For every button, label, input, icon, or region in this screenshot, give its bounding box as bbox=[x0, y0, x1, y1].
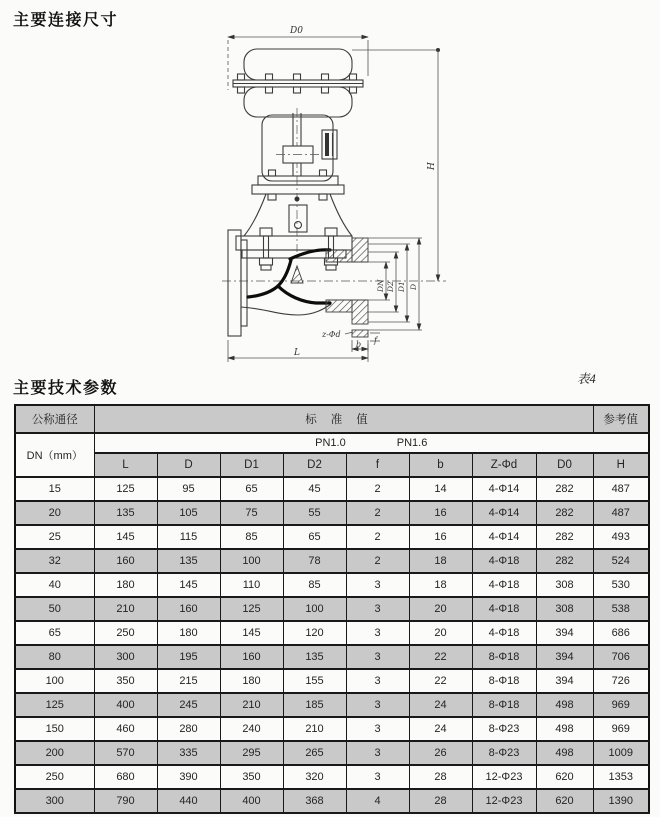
table-row bbox=[15, 549, 649, 573]
dim-label-f: f bbox=[374, 336, 377, 345]
column-header-f: f bbox=[346, 453, 409, 477]
header-nominal-diameter: 公称通径 bbox=[15, 405, 94, 433]
table-cell: 24 bbox=[409, 693, 472, 717]
header-pn-ratings bbox=[94, 433, 649, 453]
table-cell: 15 bbox=[15, 477, 94, 501]
table-cell: 135 bbox=[157, 549, 220, 573]
table-cell: 14 bbox=[409, 477, 472, 501]
table-cell: 3 bbox=[346, 621, 409, 645]
table-cell: 45 bbox=[283, 477, 346, 501]
table-cell: 969 bbox=[593, 693, 649, 717]
table-row bbox=[15, 789, 649, 813]
column-header-d2: D2 bbox=[283, 453, 346, 477]
table-row bbox=[15, 741, 649, 765]
dim-label-l: L bbox=[294, 348, 300, 358]
table-cell: 145 bbox=[94, 525, 157, 549]
table-cell: 4-Φ14 bbox=[472, 501, 536, 525]
table-cell: 726 bbox=[593, 669, 649, 693]
dim-label-b: b bbox=[356, 340, 362, 349]
table-cell: 400 bbox=[220, 789, 283, 813]
table-row bbox=[15, 501, 649, 525]
valve-body bbox=[228, 230, 331, 336]
table-cell: 282 bbox=[536, 549, 593, 573]
table-cell: 498 bbox=[536, 717, 593, 741]
actuator bbox=[233, 49, 363, 117]
dimension-l bbox=[228, 340, 368, 362]
table-row bbox=[15, 597, 649, 621]
table-row bbox=[15, 669, 649, 693]
table-cell: 350 bbox=[94, 669, 157, 693]
table-cell: 487 bbox=[593, 477, 649, 501]
dim-label-d: D bbox=[409, 283, 418, 290]
table-cell: 180 bbox=[94, 573, 157, 597]
table-row bbox=[15, 525, 649, 549]
dim-label-dn: DN bbox=[376, 279, 385, 292]
column-header-d0: D0 bbox=[536, 453, 593, 477]
table-cell: 95 bbox=[157, 477, 220, 501]
table-cell: 55 bbox=[283, 501, 346, 525]
table-body bbox=[15, 477, 649, 813]
table-cell: 24 bbox=[409, 717, 472, 741]
table-cell: 394 bbox=[536, 621, 593, 645]
table-cell: 350 bbox=[220, 765, 283, 789]
yoke bbox=[252, 108, 344, 252]
table-cell: 400 bbox=[94, 693, 157, 717]
table-cell: 394 bbox=[536, 645, 593, 669]
table-cell: 145 bbox=[157, 573, 220, 597]
table-cell: 125 bbox=[15, 693, 94, 717]
table-cell: 12-Φ23 bbox=[472, 789, 536, 813]
pn-rating-label: PN1.0 bbox=[315, 437, 346, 449]
table-cell: 487 bbox=[593, 501, 649, 525]
column-header-d1: D1 bbox=[220, 453, 283, 477]
table-cell: 20 bbox=[409, 621, 472, 645]
table-cell: 28 bbox=[409, 789, 472, 813]
pn-rating-label: PN1.6 bbox=[396, 437, 428, 449]
header-standard-values: 标准值 bbox=[94, 405, 593, 433]
table-cell: 180 bbox=[157, 621, 220, 645]
outlet-flange-section bbox=[326, 238, 368, 337]
dim-label-z-phi-d: z-Φd bbox=[322, 330, 341, 339]
dimension-bolt-holes bbox=[321, 330, 380, 352]
table-cell: 538 bbox=[593, 597, 649, 621]
table-cell: 620 bbox=[536, 765, 593, 789]
table-cell: 22 bbox=[409, 669, 472, 693]
table-cell: 65 bbox=[283, 525, 346, 549]
table-cell: 16 bbox=[409, 525, 472, 549]
table-cell: 3 bbox=[346, 693, 409, 717]
dim-label-h: H bbox=[427, 162, 437, 170]
table-cell: 4-Φ14 bbox=[472, 477, 536, 501]
table-cell: 50 bbox=[15, 597, 94, 621]
dim-label-d1: D1 bbox=[397, 281, 406, 292]
table-row bbox=[15, 645, 649, 669]
table-cell: 280 bbox=[157, 717, 220, 741]
parameters-table bbox=[14, 404, 650, 814]
table-cell: 18 bbox=[409, 549, 472, 573]
table-cell: 125 bbox=[220, 597, 283, 621]
table-cell: 32 bbox=[15, 549, 94, 573]
table-cell: 300 bbox=[94, 645, 157, 669]
table-cell: 160 bbox=[157, 597, 220, 621]
table-cell: 195 bbox=[157, 645, 220, 669]
dimension-flange bbox=[368, 238, 422, 330]
table-cell: 3 bbox=[346, 765, 409, 789]
column-header-b: b bbox=[409, 453, 472, 477]
table-cell: 680 bbox=[94, 765, 157, 789]
table-cell: 28 bbox=[409, 765, 472, 789]
table-cell: 524 bbox=[593, 549, 649, 573]
table-cell: 300 bbox=[15, 789, 94, 813]
table-cell: 12-Φ23 bbox=[472, 765, 536, 789]
table-cell: 570 bbox=[94, 741, 157, 765]
table-cell: 210 bbox=[220, 693, 283, 717]
table-cell: 110 bbox=[220, 573, 283, 597]
table-cell: 3 bbox=[346, 717, 409, 741]
table-cell: 460 bbox=[94, 717, 157, 741]
table-cell: 1390 bbox=[593, 789, 649, 813]
header-reference-value: 参考值 bbox=[593, 405, 649, 433]
table-cell: 22 bbox=[409, 645, 472, 669]
table-cell: 282 bbox=[536, 525, 593, 549]
table-cell: 4-Φ18 bbox=[472, 549, 536, 573]
column-header-z-phi-d: Z-Φd bbox=[472, 453, 536, 477]
table-cell: 3 bbox=[346, 597, 409, 621]
table-cell: 335 bbox=[157, 741, 220, 765]
table-cell: 3 bbox=[346, 741, 409, 765]
table-cell: 498 bbox=[536, 693, 593, 717]
table-cell: 620 bbox=[536, 789, 593, 813]
table-cell: 100 bbox=[220, 549, 283, 573]
table-cell: 245 bbox=[157, 693, 220, 717]
table-cell: 185 bbox=[283, 693, 346, 717]
table-cell: 2 bbox=[346, 549, 409, 573]
table-cell: 78 bbox=[283, 549, 346, 573]
table-cell: 493 bbox=[593, 525, 649, 549]
table-cell: 100 bbox=[283, 597, 346, 621]
table-cell: 265 bbox=[283, 741, 346, 765]
dim-label-d0: D0 bbox=[290, 26, 303, 36]
valve-drawing bbox=[0, 0, 660, 372]
table-cell: 120 bbox=[283, 621, 346, 645]
table-cell: 8-Φ18 bbox=[472, 669, 536, 693]
table-cell: 18 bbox=[409, 573, 472, 597]
column-header-d: D bbox=[157, 453, 220, 477]
table-cell: 394 bbox=[536, 669, 593, 693]
section-title-technical-parameters: 主要技术参数 bbox=[13, 380, 119, 397]
table-cell: 240 bbox=[220, 717, 283, 741]
inlet-flange bbox=[228, 230, 241, 336]
table-row bbox=[15, 477, 649, 501]
dim-label-d2: D2 bbox=[386, 281, 395, 292]
table-cell: 4-Φ14 bbox=[472, 525, 536, 549]
table-row bbox=[15, 717, 649, 741]
column-header-h: H bbox=[593, 453, 649, 477]
table-row bbox=[15, 573, 649, 597]
table-row bbox=[15, 693, 649, 717]
table-cell: 295 bbox=[220, 741, 283, 765]
table-number-tag: 表4 bbox=[577, 372, 596, 386]
table-cell: 65 bbox=[15, 621, 94, 645]
table-cell: 2 bbox=[346, 477, 409, 501]
table-cell: 150 bbox=[15, 717, 94, 741]
table-cell: 25 bbox=[15, 525, 94, 549]
table-cell: 160 bbox=[94, 549, 157, 573]
table-cell: 135 bbox=[94, 501, 157, 525]
table-cell: 308 bbox=[536, 573, 593, 597]
table-cell: 80 bbox=[15, 645, 94, 669]
table-cell: 4-Φ18 bbox=[472, 573, 536, 597]
table-cell: 75 bbox=[220, 501, 283, 525]
table-cell: 368 bbox=[283, 789, 346, 813]
table-cell: 3 bbox=[346, 573, 409, 597]
table-cell: 40 bbox=[15, 573, 94, 597]
table-cell: 180 bbox=[220, 669, 283, 693]
table-cell: 210 bbox=[94, 597, 157, 621]
table-cell: 100 bbox=[15, 669, 94, 693]
table-cell: 16 bbox=[409, 501, 472, 525]
table-cell: 20 bbox=[409, 597, 472, 621]
table-cell: 4-Φ18 bbox=[472, 597, 536, 621]
table-cell: 1009 bbox=[593, 741, 649, 765]
table-cell: 145 bbox=[220, 621, 283, 645]
column-header-l: L bbox=[94, 453, 157, 477]
table-cell: 155 bbox=[283, 669, 346, 693]
table-cell: 8-Φ23 bbox=[472, 741, 536, 765]
table-cell: 210 bbox=[283, 717, 346, 741]
table-cell: 250 bbox=[15, 765, 94, 789]
table-cell: 250 bbox=[94, 621, 157, 645]
table-cell: 215 bbox=[157, 669, 220, 693]
table-cell: 320 bbox=[283, 765, 346, 789]
table-cell: 706 bbox=[593, 645, 649, 669]
table-cell: 440 bbox=[157, 789, 220, 813]
table-cell: 85 bbox=[283, 573, 346, 597]
table-cell: 200 bbox=[15, 741, 94, 765]
table-cell: 8-Φ18 bbox=[472, 693, 536, 717]
table-cell: 65 bbox=[220, 477, 283, 501]
table-row bbox=[15, 765, 649, 789]
table-cell: 282 bbox=[536, 477, 593, 501]
table-cell: 282 bbox=[536, 501, 593, 525]
table-cell: 20 bbox=[15, 501, 94, 525]
table-cell: 8-Φ18 bbox=[472, 645, 536, 669]
bolt-hole-section bbox=[352, 330, 368, 337]
table-cell: 8-Φ23 bbox=[472, 717, 536, 741]
header-dn-mm: DN（mm） bbox=[15, 433, 94, 477]
table-cell: 115 bbox=[157, 525, 220, 549]
table-cell: 26 bbox=[409, 741, 472, 765]
table-cell: 969 bbox=[593, 717, 649, 741]
table-cell: 308 bbox=[536, 597, 593, 621]
table-cell: 105 bbox=[157, 501, 220, 525]
table-cell: 160 bbox=[220, 645, 283, 669]
table-cell: 4-Φ18 bbox=[472, 621, 536, 645]
table-cell: 1353 bbox=[593, 765, 649, 789]
table-cell: 2 bbox=[346, 501, 409, 525]
table-cell: 530 bbox=[593, 573, 649, 597]
table-cell: 125 bbox=[94, 477, 157, 501]
table-row bbox=[15, 621, 649, 645]
table-cell: 4 bbox=[346, 789, 409, 813]
table-cell: 85 bbox=[220, 525, 283, 549]
table-cell: 790 bbox=[94, 789, 157, 813]
table-cell: 686 bbox=[593, 621, 649, 645]
table-cell: 498 bbox=[536, 741, 593, 765]
section-title-connection-dimensions: 主要连接尺寸 bbox=[13, 12, 119, 29]
table-cell: 3 bbox=[346, 645, 409, 669]
weir-section bbox=[291, 266, 303, 283]
table-cell: 3 bbox=[346, 669, 409, 693]
table-cell: 390 bbox=[157, 765, 220, 789]
table-cell: 2 bbox=[346, 525, 409, 549]
table-cell: 135 bbox=[283, 645, 346, 669]
travel-indicator bbox=[322, 130, 337, 159]
